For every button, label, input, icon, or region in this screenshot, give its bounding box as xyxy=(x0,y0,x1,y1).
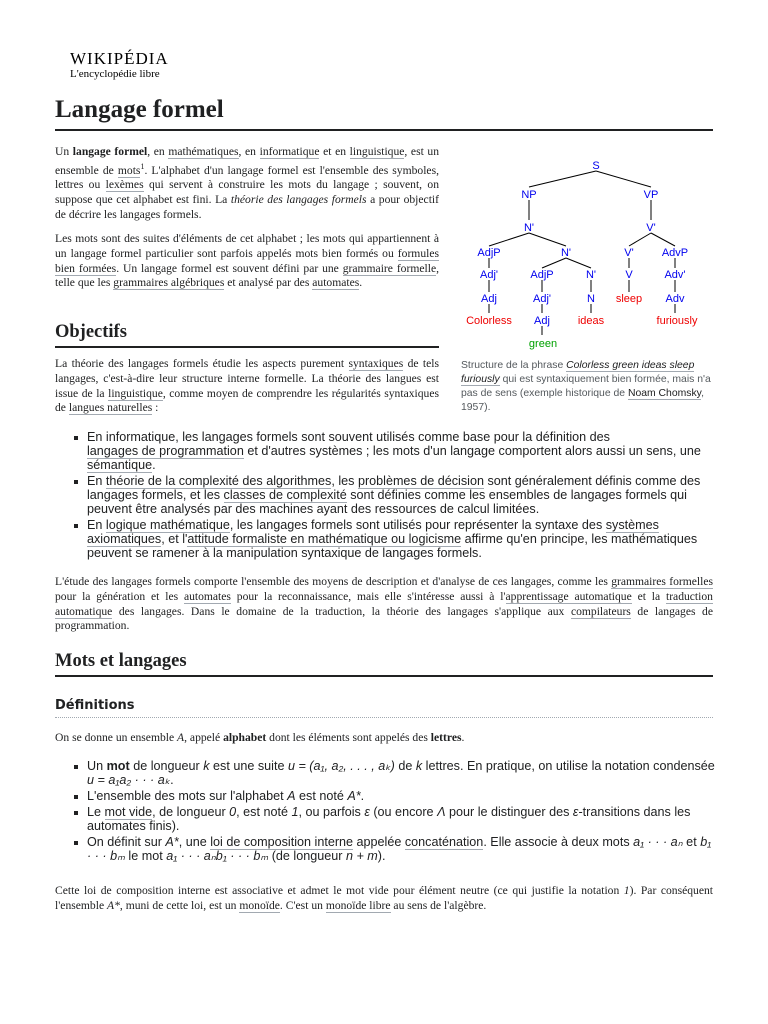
heading-definitions: Définitions xyxy=(55,697,713,718)
node-Adjbar-2: Adj' xyxy=(533,293,551,305)
list-item: Le mot vide, de longueur 0, est noté 1, ou parfois ε (ou encore Λ pour le distinguer des ε-transitions dans les automates finis). xyxy=(55,805,715,833)
heading-mots-et-langages: Mots et langages xyxy=(55,648,713,677)
intro-paragraph-2: Les mots sont des suites d'éléments de cet alphabet ; les mots qui appartiennent à un langage formel particulier sont parfois appelés mots bien formés ou formules bien formées. Un langage formel est souvent défini par une grammaire formelle, telle que les grammaires algébriques et analysé par des automates. xyxy=(55,232,439,290)
node-N: N xyxy=(587,293,595,305)
list-item: En théorie de la complexité des algorithmes, les problèmes de décision sont généralement définis comme des langages formels, et les classes de complexité sont définies comme les ensembles de langages formels qui peuvent être analysés par des machines ayant des ressources de calcul limitées. xyxy=(55,474,715,516)
logo-tagline: L'encyclopédie libre xyxy=(70,68,160,80)
intro-paragraph-1: Un langage formel, en mathématiques, en informatique et en linguistique, est un ensemble de mots$^1$. L'alphabet d'un langage formel est l'ensemble des symboles, lettres ou lexèmes qui servent à construire les mots du langage ; souvent, on suppose que cet alphabet est fini. La théorie des langages formels a pour objectif de décrire les langages formels. xyxy=(55,145,440,222)
link-semantique[interactable]: sémantique xyxy=(87,458,153,472)
link-automates-2[interactable]: automates xyxy=(183,589,231,603)
node-AdjP-2: AdjP xyxy=(530,269,554,281)
node-Adjbar-1: Adj' xyxy=(480,269,498,281)
link-classes-de-complexite[interactable]: classes de complexité xyxy=(223,488,347,502)
link-formules-bien-formees[interactable]: formules bien formées xyxy=(55,246,439,275)
link-grammaires-formelles[interactable]: grammaires formelles xyxy=(611,575,714,588)
link-concatenation[interactable]: concaténation xyxy=(404,835,484,849)
term-bold: langage formel xyxy=(72,145,148,158)
footnote-ref[interactable]: 1 xyxy=(140,161,145,171)
definitions-paragraph-2: Cette loi de composition interne est associative et admet le mot vide pour élément neutre (ce qui justifie la notation 1). Par conséquent l'ensemble A*, muni de cette loi, est un monoïde. C'est un monoïde libre au sens de l'algèbre. xyxy=(55,884,713,912)
word-colorless: Colorless xyxy=(466,315,512,327)
node-AdvP: AdvP xyxy=(661,247,689,259)
link-syntaxiques[interactable]: syntaxiques xyxy=(348,357,404,370)
link-lexemes[interactable]: lexèmes xyxy=(105,178,144,192)
link-automates[interactable]: automates xyxy=(312,276,360,290)
link-monoide-libre[interactable]: monoïde libre xyxy=(325,898,391,912)
node-AdjP-1: AdjP xyxy=(477,247,501,259)
link-formalisme[interactable]: attitude formaliste en mathématique ou logicisme xyxy=(187,532,462,546)
link-problemes-de-decision[interactable]: problèmes de décision xyxy=(357,474,484,488)
link-logique-mathematique[interactable]: logique mathématique xyxy=(105,518,230,532)
objectifs-paragraph-1: La théorie des langages formels étudie les aspects purement syntaxiques de tels langages, c'est-à-dire leur structure interne formelle. La théorie des langues est issue de la linguistique, comme moyen de comprendre les régularités syntaxiques de langues naturelles : xyxy=(55,357,439,415)
link-compilateurs[interactable]: compilateurs xyxy=(570,604,631,618)
link-mathematiques[interactable]: mathématiques xyxy=(168,145,239,158)
link-systemes-axiomatiques[interactable]: systèmes axiomatiques xyxy=(87,518,659,546)
objectifs-paragraph-2: L'étude des langages formels comporte l'ensemble des moyens de description et d'analyse de ces langages, comme les grammaires formelles pour la génération et les automates pour la reconnaissance, mais elle s'intéresse aussi à l'apprentissage automatique et la traduction automatique des langages. Dans le domaine de la traduction, la théorie des langages s'applique aux compilateurs de langages de programmation. xyxy=(55,575,714,633)
node-Advbar: Adv' xyxy=(664,269,686,281)
node-V: V xyxy=(625,269,633,281)
link-noam-chomsky[interactable]: Noam Chomsky xyxy=(627,388,702,399)
link-apprentissage-automatique[interactable]: apprentissage automatique xyxy=(505,589,632,603)
definitions-list xyxy=(55,759,715,865)
list-item: On définit sur A*, une loi de composition interne appelée concaténation. Elle associe à deux mots a₁ · · · aₙ et b₁ · · · bₘ le mot a₁ · · · aₙb₁ · · · bₘ (de longueur n + m). xyxy=(55,835,715,863)
word-furiously: furiously xyxy=(656,315,698,327)
list-item: En logique mathématique, les langages formels sont utilisés pour représenter la syntaxe des systèmes axiomatiques, et l'attitude formaliste en mathématique ou logicisme affirme qu'en principe, les mathématiques peuvent se ramener à la manipulation syntaxique de langages formels. xyxy=(55,518,715,560)
objectifs-bullets xyxy=(55,430,715,562)
figure-caption: Structure de la phrase Colorless green ideas sleep furiously qui est syntaxiquement bien formée, mais n'a pas de sens (exemple historique de Noam Chomsky, 1957). xyxy=(461,360,711,413)
link-langues-naturelles[interactable]: langues naturelles xyxy=(68,401,153,415)
word-sleep: sleep xyxy=(615,293,643,305)
caption-sentence-link[interactable]: Colorless green ideas sleep furiously xyxy=(461,360,695,385)
link-mots[interactable]: mots xyxy=(117,163,141,177)
node-S: S xyxy=(592,160,600,172)
logo-wordmark: WIKIPÉDIA xyxy=(70,49,169,68)
definitions-paragraph-1: On se donne un ensemble A, appelé alphabet dont les éléments sont appelés des lettres. xyxy=(55,731,465,744)
link-linguistique-2[interactable]: linguistique xyxy=(108,386,163,400)
list-item: L'ensemble des mots sur l'alphabet A est noté A*. xyxy=(55,789,715,803)
list-item: Un mot de longueur k est une suite u = (a₁, a₂, . . . , aₖ) de k lettres. En pratique, on utilise la notation condensée u = a₁a₂ · · · aₖ. xyxy=(55,759,715,787)
node-Nbar-1: N' xyxy=(523,222,535,234)
node-Adj-1: Adj xyxy=(481,293,497,305)
node-Adj-2: Adj xyxy=(534,315,550,327)
node-Nbar-3: N' xyxy=(585,269,597,281)
wikipedia-logo[interactable] xyxy=(70,50,169,80)
link-theorie-complexite[interactable]: théorie de la complexité des algorithmes xyxy=(105,474,332,488)
link-loi-de-composition-interne[interactable]: loi de composition interne xyxy=(210,835,354,849)
node-Adv: Adv xyxy=(665,293,685,305)
link-linguistique[interactable]: linguistique xyxy=(349,145,405,158)
node-VP: VP xyxy=(643,189,659,201)
node-Vbar-1: V' xyxy=(646,222,656,234)
node-Nbar-2: N' xyxy=(560,247,572,259)
node-NP: NP xyxy=(521,189,537,201)
page-title: Langage formel xyxy=(55,93,713,131)
link-mot-vide[interactable]: mot vide xyxy=(104,805,153,819)
word-ideas: ideas xyxy=(577,315,605,327)
link-traduction-automatique[interactable]: traduction automatique xyxy=(55,589,713,618)
link-langages-de-programmation[interactable]: langages de programmation xyxy=(87,444,244,458)
link-grammaires-algebriques[interactable]: grammaires algébriques xyxy=(113,276,225,290)
link-monoide[interactable]: monoïde xyxy=(239,898,280,912)
list-item: En informatique, les langages formels sont souvent utilisés comme base pour la définition des langages de programmation et d'autres systèmes ; les mots d'un langage comportent alors aussi un sens, une sémantique. xyxy=(55,430,715,472)
node-Vbar-2: V' xyxy=(624,247,634,259)
heading-objectifs: Objectifs xyxy=(55,319,439,348)
link-informatique[interactable]: informatique xyxy=(259,145,320,158)
link-grammaire-formelle[interactable]: grammaire formelle xyxy=(342,261,437,275)
word-green: green xyxy=(528,338,558,350)
